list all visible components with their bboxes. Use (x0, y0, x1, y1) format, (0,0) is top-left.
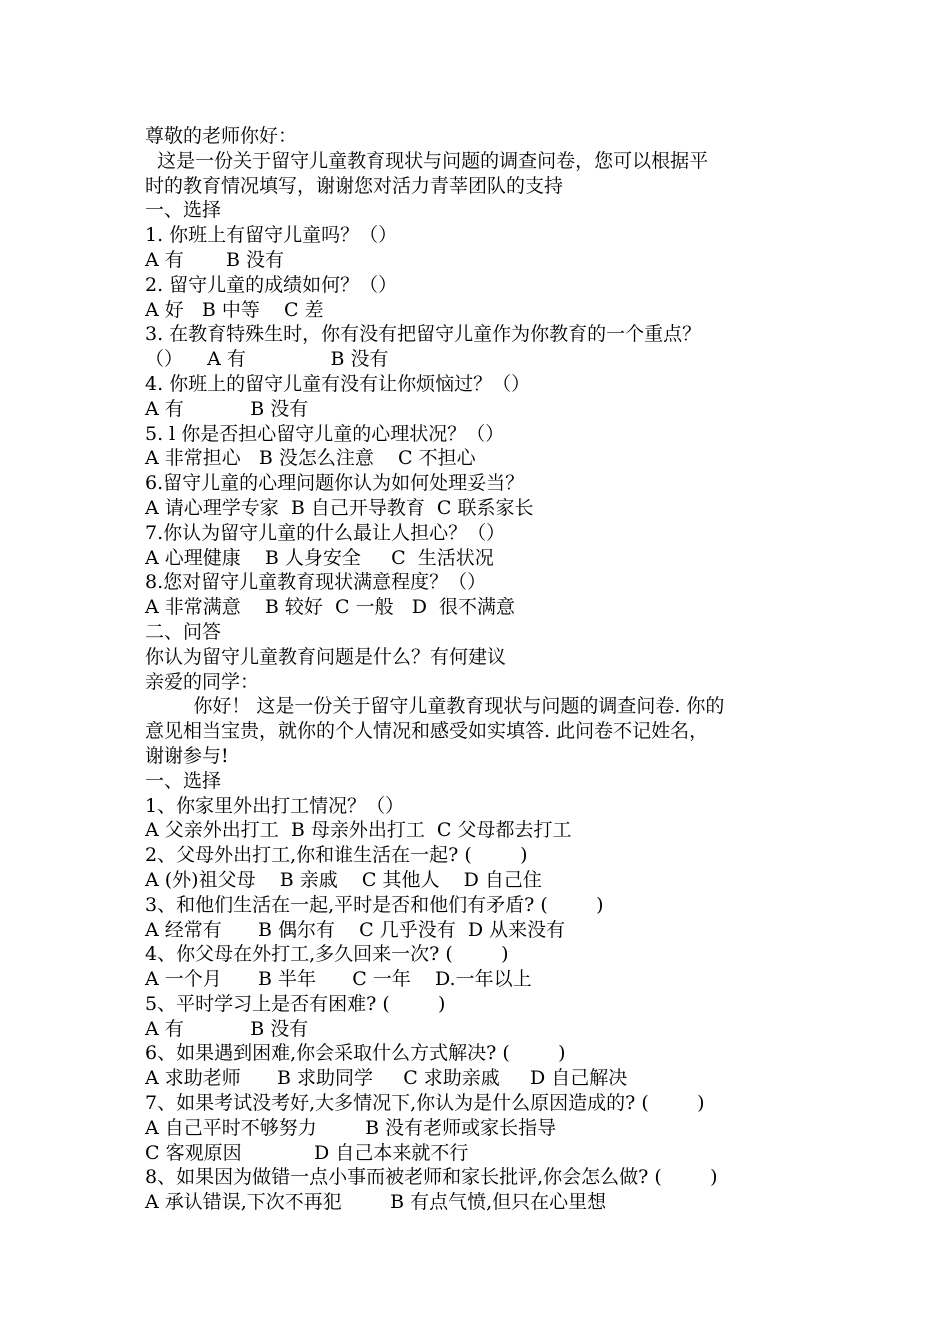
student-question-7: 7、如果考试没考好,大多情况下,你认为是什么原因造成的? ( ) (145, 1092, 705, 1115)
student-question-8-options: A 承认错误,下次不再犯 B 有点气愤,但只在心里想 (145, 1191, 607, 1214)
teacher-question-2-options: A 好 B 中等 C 差 (145, 298, 324, 321)
teacher-question-5: 5. l 你是否担心留守儿童的心理状况？（） (145, 422, 505, 445)
student-question-4: 4、你父母在外打工,多久回来一次? ( ) (145, 943, 509, 966)
student-section-choice: 一、选择 (145, 769, 222, 792)
student-intro-line-1: 你好！ 这是一份关于留守儿童教育现状与问题的调查问卷. 你的 (145, 695, 725, 718)
student-question-5-options: A 有 B 没有 (145, 1017, 309, 1040)
student-question-7-options-1: A 自己平时不够努力 B 没有老师或家长指导 (145, 1116, 557, 1139)
student-greeting: 亲爱的同学： (145, 670, 260, 693)
teacher-question-6: 6.留守儿童的心理问题你认为如何处理妥当？ (145, 472, 525, 495)
teacher-question-4: 4. 你班上的留守儿童有没有让你烦恼过？（） (145, 372, 531, 395)
teacher-question-1: 1. 你班上有留守儿童吗？（） (145, 224, 398, 247)
student-question-6: 6、如果遇到困难,你会采取什么方式解决? ( ) (145, 1042, 566, 1065)
student-question-1: 1、你家里外出打工情况？（） (145, 794, 405, 817)
teacher-question-3: 3. 在教育特殊生时，你有没有把留守儿童作为你教育的一个重点？ (145, 323, 702, 346)
teacher-qa-question: 你认为留守儿童教育问题是什么？有何建议 (145, 645, 507, 668)
student-question-2: 2、父母外出打工,你和谁生活在一起? ( ) (145, 844, 528, 867)
student-question-1-options: A 父亲外出打工 B 母亲外出打工 C 父母都去打工 (145, 819, 572, 842)
teacher-question-1-options: A 有 B 没有 (145, 248, 285, 271)
teacher-intro-line-1: 这是一份关于留守儿童教育现状与问题的调查问卷，您可以根据平 (145, 149, 709, 172)
teacher-question-6-options: A 请心理学专家 B 自己开导教育 C 联系家长 (145, 496, 534, 519)
teacher-section-qa: 二、问答 (145, 620, 222, 643)
student-intro-line-3: 谢谢参与! (145, 744, 229, 767)
student-question-7-options-2: C 客观原因 D 自己本来就不行 (145, 1141, 469, 1164)
teacher-question-5-options: A 非常担心 B 没怎么注意 C 不担心 (145, 447, 476, 470)
teacher-question-7: 7.你认为留守儿童的什么最让人担心？（） (145, 521, 506, 544)
student-intro-line-2: 意见相当宝贵，就你的个人情况和感受如实填答. 此问卷不记姓名， (145, 720, 709, 743)
student-question-3: 3、和他们生活在一起,平时是否和他们有矛盾? ( ) (145, 893, 604, 916)
teacher-question-8: 8.您对留守儿童教育现状满意程度？（） (145, 571, 487, 594)
teacher-intro-line-2: 时的教育情况填写，谢谢您对活力青莘团队的支持 (145, 174, 564, 197)
teacher-question-3-options: （） A 有 B 没有 (145, 348, 389, 371)
teacher-section-choice: 一、选择 (145, 199, 222, 222)
teacher-question-8-options: A 非常满意 B 较好 C 一般 D 很不满意 (145, 596, 516, 619)
teacher-question-2: 2. 留守儿童的成绩如何？（） (145, 273, 398, 296)
student-question-8: 8、如果因为做错一点小事而被老师和家长批评,你会怎么做? ( ) (145, 1166, 718, 1189)
teacher-question-7-options: A 心理健康 B 人身安全 C 生活状况 (145, 546, 494, 569)
student-question-5: 5、平时学习上是否有困难? ( ) (145, 992, 446, 1015)
teacher-question-4-options: A 有 B 没有 (145, 397, 309, 420)
student-question-4-options: A 一个月 B 半年 C 一年 D.一年以上 (145, 968, 532, 991)
student-question-2-options: A (外)祖父母 B 亲戚 C 其他人 D 自己住 (145, 868, 542, 891)
student-question-6-options: A 求助老师 B 求助同学 C 求助亲戚 D 自己解决 (145, 1067, 628, 1090)
student-question-3-options: A 经常有 B 偶尔有 C 几乎没有 D 从来没有 (145, 918, 566, 941)
document-page (145, 124, 810, 1215)
teacher-greeting: 尊敬的老师你好： (145, 125, 298, 147)
